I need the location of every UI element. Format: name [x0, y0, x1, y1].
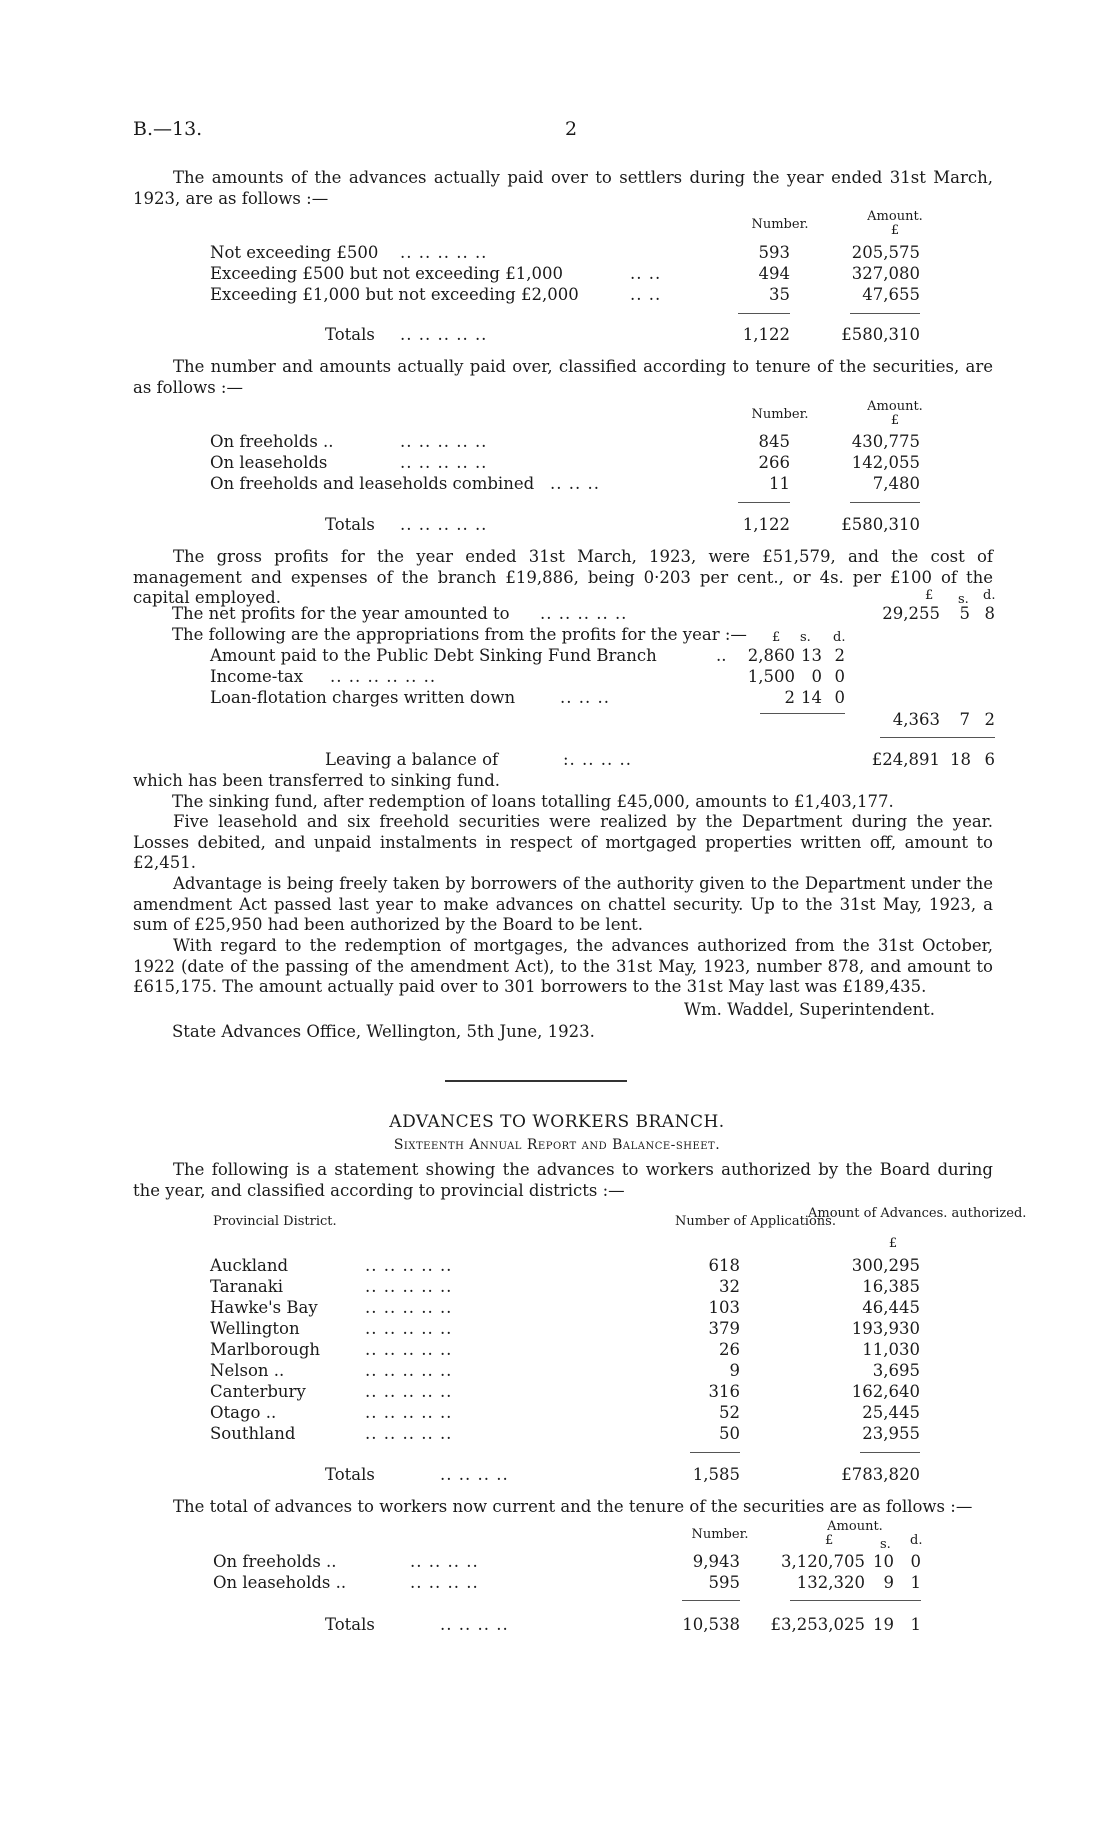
- appropriations-total-shillings: 7: [959, 710, 970, 729]
- table3-total-label: Totals: [325, 1465, 375, 1484]
- profits-col-pounds: £: [925, 588, 934, 603]
- table2-total-label: Totals: [325, 515, 375, 534]
- table3-district: Wellington: [210, 1319, 300, 1338]
- page-number: 2: [565, 118, 578, 140]
- table2-number-header: Number.: [751, 407, 809, 422]
- table1-row-label: Exceeding £1,000 but not exceeding £2,000: [210, 285, 579, 304]
- table3-row-leader: .. .. .. .. ..: [365, 1277, 453, 1296]
- table1-row-amount: 327,080: [851, 264, 920, 283]
- table3-district: Auckland: [210, 1256, 289, 1275]
- table3-row-leader: .. .. .. .. ..: [365, 1298, 453, 1317]
- table1-row-leader: .. .. .. .. ..: [400, 243, 488, 262]
- table1-total-number: 1,122: [742, 325, 790, 344]
- table4-total-number: 10,538: [682, 1615, 740, 1634]
- table4-row-leader: .. .. .. ..: [410, 1552, 479, 1571]
- appropriation-pence: 2: [834, 646, 845, 665]
- table3-rule: [690, 1452, 740, 1453]
- table4-row-label: On leaseholds ..: [213, 1573, 347, 1592]
- table3-amount-unit: £: [888, 1236, 898, 1251]
- table3-district: Hawke's Bay: [210, 1298, 318, 1317]
- net-profits-shillings: 5: [959, 604, 970, 623]
- realization-paragraph: Five leasehold and six freehold securities were realized by the Department during the year. Losses debited, and unpaid instalments in respect of mortgaged properties written off, amount to £2,451.: [133, 812, 993, 872]
- table2-amount-header: Amount.: [867, 399, 923, 414]
- section-subtitle: Sixteenth Annual Report and Balance-sheet.: [393, 1137, 721, 1153]
- appropriation-pence: 0: [834, 667, 845, 686]
- table2-row-amount: 7,480: [872, 474, 920, 493]
- table1-row-label: Not exceeding £500: [210, 243, 379, 262]
- table3-applications: 103: [708, 1298, 740, 1317]
- appropriation-shillings: 13: [801, 646, 822, 665]
- table3-applications: 316: [708, 1382, 740, 1401]
- intro-paragraph-3: The following is a statement showing the advances to workers authorized by the Board during the year, and classified according to provincial districts :—: [133, 1160, 993, 1200]
- table4-row-pence: 0: [910, 1552, 921, 1571]
- table3-applications: 379: [708, 1319, 740, 1338]
- table2-total-number: 1,122: [742, 515, 790, 534]
- table2-row-amount: 142,055: [851, 453, 920, 472]
- table2-row-leader: .. .. .. .. ..: [400, 432, 488, 451]
- table4-number-header: Number.: [691, 1527, 749, 1542]
- table2-row-leader: .. .. .. .. ..: [400, 453, 488, 472]
- table1-total-amount: £580,310: [841, 325, 920, 344]
- appropriations-col-pence: d.: [833, 630, 846, 645]
- table1-row-label: Exceeding £500 but not exceeding £1,000: [210, 264, 563, 283]
- table3-amount-header: Amount of Advances. authorized.: [808, 1206, 1027, 1221]
- table2-row-number: 266: [758, 453, 790, 472]
- table3-amount: 162,640: [851, 1382, 920, 1401]
- section-divider: [445, 1080, 627, 1082]
- table3-amount: 46,445: [862, 1298, 920, 1317]
- table3-amount: 16,385: [862, 1277, 920, 1296]
- table3-row-leader: .. .. .. .. ..: [365, 1382, 453, 1401]
- table3-total-leader: .. .. .. ..: [440, 1465, 509, 1484]
- section-title: ADVANCES TO WORKERS BRANCH.: [389, 1112, 725, 1132]
- table3-row-leader: .. .. .. .. ..: [365, 1361, 453, 1380]
- table3-applications: 52: [719, 1403, 740, 1422]
- table4-total-shillings: 19: [873, 1615, 894, 1634]
- table2-rule: [738, 502, 790, 503]
- appropriation-label: Income-tax: [210, 667, 304, 686]
- net-profits-pence: 8: [984, 604, 995, 623]
- table4-rule: [790, 1600, 921, 1601]
- table2-rule: [850, 502, 920, 503]
- intro-paragraph-4: The total of advances to workers now current and the tenure of the securities are as follows :—: [173, 1497, 973, 1516]
- appropriation-leader: .. .. ..: [560, 688, 610, 707]
- balance-label: Leaving a balance of: [325, 750, 499, 769]
- office-line: State Advances Office, Wellington, 5th June, 1923.: [172, 1022, 595, 1041]
- balance-leader: :. .. .. ..: [563, 750, 633, 769]
- net-profits-leader: .. .. .. .. ..: [540, 604, 628, 623]
- table3-applications: 50: [719, 1424, 740, 1443]
- page-reference: B.—13.: [133, 118, 203, 140]
- appropriation-pounds: 2: [784, 688, 795, 707]
- table1-rule: [738, 313, 790, 314]
- table3-amount: 193,930: [851, 1319, 920, 1338]
- table3-total-applications: 1,585: [692, 1465, 740, 1484]
- table4-row-number: 595: [708, 1573, 740, 1592]
- appropriation-leader: .. .. .. .. .. ..: [330, 667, 437, 686]
- table1-row-number: 35: [769, 285, 790, 304]
- appropriation-leader: ..: [716, 646, 727, 665]
- profits-col-shillings: s.: [958, 592, 969, 607]
- table2-amount-unit: £: [890, 413, 900, 428]
- table1-number-header: Number.: [751, 217, 809, 232]
- table2-row-label: On freeholds ..: [210, 432, 334, 451]
- balance-shillings: 18: [950, 750, 971, 769]
- appropriations-total-pence: 2: [984, 710, 995, 729]
- table3-district-header: Provincial District.: [213, 1214, 337, 1229]
- sinking-fund-transfer: which has been transferred to sinking fund.: [133, 771, 501, 790]
- table4-row-shillings: 10: [873, 1552, 894, 1571]
- table3-applications: 9: [729, 1361, 740, 1380]
- table1-row-leader: .. ..: [630, 264, 662, 283]
- appropriation-label: Loan-flotation charges written down: [210, 688, 516, 707]
- table3-amount: 23,955: [862, 1424, 920, 1443]
- table4-col-pence: d.: [910, 1533, 923, 1548]
- table3-applications: 32: [719, 1277, 740, 1296]
- table1-row-number: 593: [758, 243, 790, 262]
- appropriations-label: The following are the appropriations from the profits for the year :—: [172, 625, 747, 644]
- appropriation-pounds: 1,500: [747, 667, 795, 686]
- appropriation-shillings: 0: [811, 667, 822, 686]
- table3-district: Nelson ..: [210, 1361, 285, 1380]
- table4-col-shillings: s.: [880, 1537, 891, 1552]
- table2-row-number: 845: [758, 432, 790, 451]
- table3-amount: 3,695: [872, 1361, 920, 1380]
- appropriations-rule: [760, 713, 845, 714]
- table3-amount: 25,445: [862, 1403, 920, 1422]
- table2-row-leader: .. .. ..: [550, 474, 600, 493]
- net-profits-pounds: 29,255: [882, 604, 940, 623]
- net-profits-label: The net profits for the year amounted to: [172, 604, 510, 623]
- table3-rule: [860, 1452, 920, 1453]
- table3-amount: 11,030: [862, 1340, 920, 1359]
- table4-row-shillings: 9: [883, 1573, 894, 1592]
- table3-applications: 618: [708, 1256, 740, 1275]
- table4-total-pounds: £3,253,025: [770, 1615, 865, 1634]
- table3-district: Marlborough: [210, 1340, 321, 1359]
- table1-amount-header: Amount.: [867, 209, 923, 224]
- profits-paragraph: The gross profits for the year ended 31st March, 1923, were £51,579, and the cost of management and expenses of the branch £19,886, being 0·203 per cent., or 4s. per £100 of the capital employed.: [133, 547, 993, 607]
- table1-amount-unit: £: [890, 223, 900, 238]
- table4-total-label: Totals: [325, 1615, 375, 1634]
- appropriation-label: Amount paid to the Public Debt Sinking Fund Branch: [210, 646, 657, 665]
- table1-row-leader: .. ..: [630, 285, 662, 304]
- table4-row-label: On freeholds ..: [213, 1552, 337, 1571]
- table1-total-leader: .. .. .. .. ..: [400, 325, 488, 344]
- appropriation-shillings: 14: [801, 688, 822, 707]
- table4-row-pounds: 132,320: [796, 1573, 865, 1592]
- table4-row-pence: 1: [910, 1573, 921, 1592]
- table2-row-amount: 430,775: [851, 432, 920, 451]
- table3-row-leader: .. .. .. .. ..: [365, 1403, 453, 1422]
- table2-total-amount: £580,310: [841, 515, 920, 534]
- table2-total-leader: .. .. .. .. ..: [400, 515, 488, 534]
- table4-row-number: 9,943: [692, 1552, 740, 1571]
- table2-row-number: 11: [769, 474, 790, 493]
- appropriations-col-shillings: s.: [800, 630, 811, 645]
- appropriations-col-pounds: £: [772, 630, 781, 645]
- table4-row-pounds: 3,120,705: [781, 1552, 865, 1571]
- table4-total-leader: .. .. .. ..: [440, 1615, 509, 1634]
- intro-paragraph-1: The amounts of the advances actually paid over to settlers during the year ended 31st March, 1923, are as follows :—: [133, 168, 993, 208]
- table4-total-pence: 1: [910, 1615, 921, 1634]
- table4-amount-header: Amount.: [827, 1519, 883, 1534]
- appropriations-total-pounds: 4,363: [892, 710, 940, 729]
- balance-pounds: £24,891: [871, 750, 940, 769]
- table1-row-number: 494: [758, 264, 790, 283]
- table2-row-label: On freeholds and leaseholds combined: [210, 474, 535, 493]
- profits-col-pence: d.: [983, 588, 996, 603]
- table3-district: Southland: [210, 1424, 296, 1443]
- appropriation-pounds: 2,860: [747, 646, 795, 665]
- table4-row-leader: .. .. .. ..: [410, 1573, 479, 1592]
- table3-district: Canterbury: [210, 1382, 306, 1401]
- signature: Wm. Waddel, Superintendent.: [684, 1000, 936, 1019]
- redemption-paragraph: With regard to the redemption of mortgages, the advances authorized from the 31st October, 1922 (date of the passing of the amendment Act), to the 31st May, 1923, number 878, and amount to £615,175. The amount actually paid over to 301 borrowers to the 31st May last was £189,435.: [133, 936, 993, 996]
- sinking-fund-paragraph: The sinking fund, after redemption of loans totalling £45,000, amounts to £1,403,177.: [172, 792, 894, 811]
- table2-row-label: On leaseholds: [210, 453, 328, 472]
- table1-row-amount: 205,575: [851, 243, 920, 262]
- table3-row-leader: .. .. .. .. ..: [365, 1256, 453, 1275]
- profits-rule: [880, 737, 995, 738]
- table3-amount: 300,295: [851, 1256, 920, 1275]
- table1-row-amount: 47,655: [862, 285, 920, 304]
- appropriation-pence: 0: [834, 688, 845, 707]
- table3-row-leader: .. .. .. .. ..: [365, 1340, 453, 1359]
- table3-district: Otago ..: [210, 1403, 277, 1422]
- table1-rule: [850, 313, 920, 314]
- table1-total-label: Totals: [325, 325, 375, 344]
- table3-apps-header: Number of Applications.: [675, 1214, 836, 1229]
- table3-row-leader: .. .. .. .. ..: [365, 1424, 453, 1443]
- table4-col-pounds: £: [825, 1533, 834, 1548]
- intro-paragraph-2: The number and amounts actually paid over, classified according to tenure of the securities, are as follows :—: [133, 357, 993, 397]
- table3-applications: 26: [719, 1340, 740, 1359]
- table3-row-leader: .. .. .. .. ..: [365, 1319, 453, 1338]
- table3-total-amount: £783,820: [841, 1465, 920, 1484]
- table4-rule: [682, 1600, 740, 1601]
- balance-pence: 6: [984, 750, 995, 769]
- chattel-security-paragraph: Advantage is being freely taken by borrowers of the authority given to the Department under the amendment Act passed last year to make advances on chattel security. Up to the 31st May, 1923, a sum of £25,950 had been authorized by the Board to be lent.: [133, 874, 993, 934]
- table3-district: Taranaki: [210, 1277, 284, 1296]
